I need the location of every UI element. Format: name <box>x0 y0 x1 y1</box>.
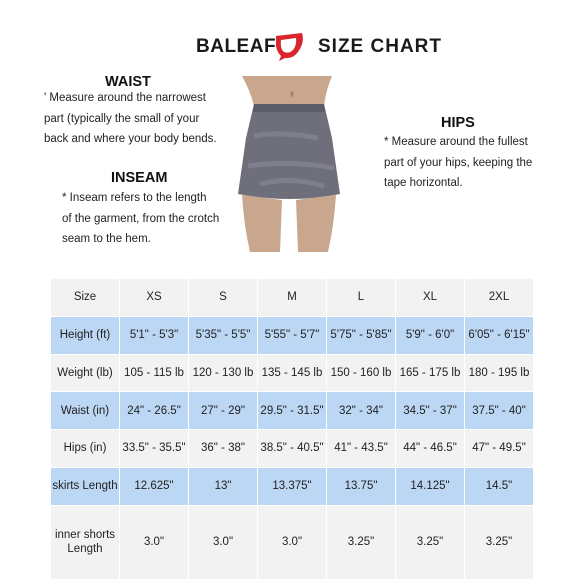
hips-line: * Measure around the fullest <box>384 136 528 148</box>
inseam-line: * Inseam refers to the length <box>62 192 207 204</box>
table-cell: 5'75" - 5'85" <box>327 317 395 354</box>
table-cell: 12.625" <box>120 468 188 505</box>
table-cell: 14.125" <box>396 468 464 505</box>
left-leg-shape <box>242 195 282 252</box>
table-row-waist <box>51 392 533 429</box>
table-cell: L <box>327 279 395 316</box>
table-cell: 24" - 26.5" <box>120 392 188 429</box>
table-cell: 38.5" - 40.5" <box>258 430 326 467</box>
table-cell: 41" - 43.5" <box>327 430 395 467</box>
waist-title: WAIST <box>105 74 151 90</box>
table-cell: XL <box>396 279 464 316</box>
table-cell: 5'55" - 5'7" <box>258 317 326 354</box>
navel-shape <box>290 91 293 97</box>
table-cell: 3.25" <box>396 506 464 580</box>
waist-line: ' Measure around the narrowest <box>44 92 207 104</box>
table-cell: 13" <box>189 468 257 505</box>
table-cell: 13.75" <box>327 468 395 505</box>
table-cell: 32" - 34" <box>327 392 395 429</box>
hips-line: part of your hips, keeping the <box>384 156 533 169</box>
row-label: skirts Length <box>51 468 119 505</box>
table-cell: 6'05" - 6'15" <box>465 317 533 354</box>
skirt-waistband <box>253 104 325 112</box>
table-row-height <box>51 317 533 354</box>
table-cell: 150 - 160 lb <box>327 355 395 392</box>
table-cell: 44" - 46.5" <box>396 430 464 467</box>
table-row-inner-shorts-length <box>51 506 533 580</box>
table-row-size <box>51 279 533 316</box>
model-skirt-illustration <box>220 76 358 252</box>
inseam-line: of the garment, from the crotch <box>62 212 220 225</box>
hips-description <box>384 132 532 194</box>
table-row-weight <box>51 355 533 392</box>
right-leg-shape <box>296 195 336 252</box>
table-row-skirts-length <box>51 468 533 505</box>
inseam-line: seam to the hem. <box>62 233 151 245</box>
row-label: Weight (lb) <box>51 355 119 392</box>
table-cell: 180 - 195 lb <box>465 355 533 392</box>
inseam-title: INSEAM <box>111 170 168 186</box>
hips-line: tape horizontal. <box>384 177 463 189</box>
table-cell: 165 - 175 lb <box>396 355 464 392</box>
table-cell: 13.375" <box>258 468 326 505</box>
row-label: Size <box>51 279 119 316</box>
table-cell: S <box>189 279 257 316</box>
table-cell: 105 - 115 lb <box>120 355 188 392</box>
waist-line: part (typically the small of your <box>44 112 200 125</box>
size-chart-table <box>50 278 534 580</box>
table-cell: 47" - 49.5" <box>465 430 533 467</box>
table-cell: 33.5" - 35.5" <box>120 430 188 467</box>
table-cell: 14.5" <box>465 468 533 505</box>
table-cell: 37.5" - 40" <box>465 392 533 429</box>
table-cell: 5'1" - 5'3" <box>120 317 188 354</box>
baleaf-logo-icon <box>272 30 308 62</box>
table-cell: 5'9" - 6'0" <box>396 317 464 354</box>
table-cell: 27" - 29" <box>189 392 257 429</box>
table-cell: 29.5" - 31.5" <box>258 392 326 429</box>
inseam-description <box>62 188 219 250</box>
skirt-shape <box>238 104 340 199</box>
table-cell: 3.0" <box>189 506 257 580</box>
table-row-hips <box>51 430 533 467</box>
table-cell: 3.0" <box>258 506 326 580</box>
table-cell: 120 - 130 lb <box>189 355 257 392</box>
table-cell: 34.5" - 37" <box>396 392 464 429</box>
row-label: Waist (in) <box>51 392 119 429</box>
table-cell: 5'35" - 5'5" <box>189 317 257 354</box>
row-label: inner shorts Length <box>51 506 119 580</box>
table-cell: 3.0" <box>120 506 188 580</box>
waist-description <box>44 88 217 150</box>
torso-shape <box>242 76 332 106</box>
table-cell: 36" - 38" <box>189 430 257 467</box>
waist-line: back and where your body bends. <box>44 133 217 145</box>
table-cell: 135 - 145 lb <box>258 355 326 392</box>
table-cell: 2XL <box>465 279 533 316</box>
header <box>0 30 580 64</box>
table-cell: 3.25" <box>465 506 533 580</box>
table-cell: M <box>258 279 326 316</box>
table-cell: XS <box>120 279 188 316</box>
row-label: Height (ft) <box>51 317 119 354</box>
brand-name: BALEAF <box>196 36 277 57</box>
hips-title: HIPS <box>441 115 475 131</box>
chart-title: SIZE CHART <box>318 36 442 57</box>
row-label: Hips (in) <box>51 430 119 467</box>
table-cell: 3.25" <box>327 506 395 580</box>
